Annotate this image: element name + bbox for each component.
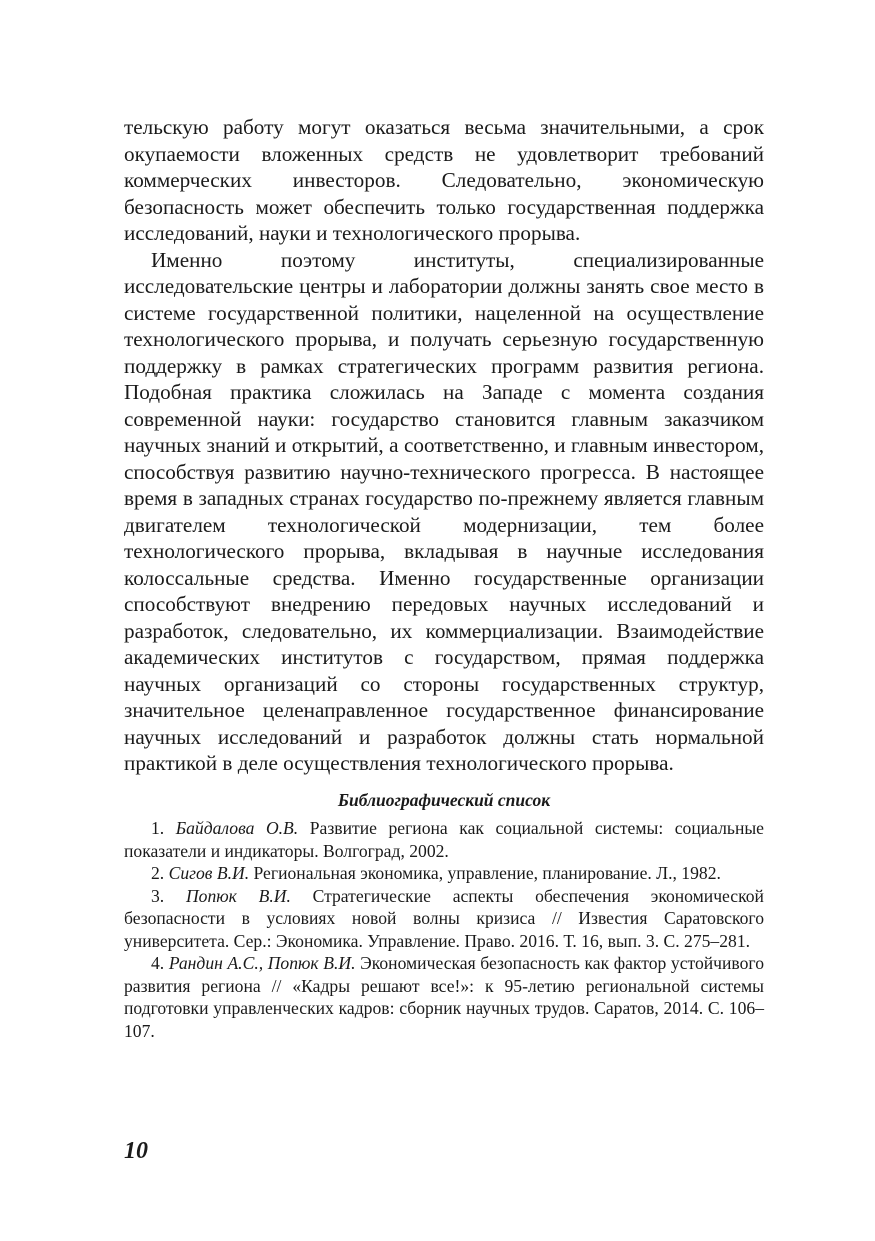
bibliography-item-authors: Рандин А.С., Попюк В.И. [168, 953, 356, 973]
bibliography-item-authors: Байдалова О.В. [175, 818, 299, 838]
body-text [124, 114, 764, 777]
bibliography-item [124, 885, 764, 953]
bibliography-item-text: Стратегические аспекты обеспечения экономической безопасности в условиях новой волны кризиса // Известия Саратовского университета. Сер.: Экономика. Управление. Право. 2016. Т. 16, вып. 3. С. 275–281. [124, 885, 764, 951]
bibliography-item-authors: Попюк В.И. [185, 885, 291, 906]
bibliography-item-text: Региональная экономика, управление, планирование. Л., 1982. [253, 863, 721, 883]
page-number: 10 [124, 1138, 148, 1164]
bibliography-item [124, 817, 764, 862]
bibliography-list [124, 817, 764, 1042]
bibliography-item-authors: Сигов В.И. [168, 863, 250, 883]
bibliography-item-number: 3. [151, 885, 165, 906]
bibliography-item-number: 2. [151, 863, 165, 883]
bibliography-item-number: 4. [151, 953, 165, 973]
bibliography-item-number: 1. [151, 818, 165, 838]
paragraph-main: Именно поэтому институты, специализированные исследовательские центры и лаборатории должны занять свое место в системе государственной политики, нацеленной на осуществление технологического прорыва, и получать серьезную государственную поддержку в рамках стратегических программ развития региона. Подобная практика сложилась на Западе с момента создания современной науки: государство становится главным заказчиком научных знаний и открытий, а соответственно, и главным инвестором, способствуя развитию научно-технического прогресса. В настоящее время в западных странах государство по-прежнему является главным двигателем технологической модернизации, тем более технологического прорыва, вкладывая в научные исследования колоссальные средства. Именно государственные организации способствуют внедрению передовых научных исследований и разработок, следовательно, их коммерциализации. Взаимодействие академических институтов с государством, прямая поддержка научных организаций со стороны государственных структур, значительное целенаправленное государственное финансирование научных исследований и разработок должны стать нормальной практикой в деле осуществления технологического прорыва. [124, 247, 764, 775]
bibliography-heading: Библиографический список [337, 790, 551, 810]
bibliography-item-text: Развитие региона как социальной системы: социальные показатели и индикаторы. Волгоград, 2002. [124, 818, 764, 861]
bibliography-item [124, 952, 764, 1042]
paragraph-continuation: тельскую работу могут оказаться весьма значительными, а срок окупаемости вложенных средств не удовлетворит требований коммерческих инвесторов. Следовательно, экономическую безопасность может обеспечить только государственная поддержка исследований, науки и технологического прорыва. [124, 115, 764, 245]
bibliography-item-text: Экономическая безопасность как фактор устойчивого развития региона // «Кадры решают все!»: к 95-летию региональной системы подготовки управленческих кадров: сборник научных трудов. Саратов, 2014. С. 106–107. [124, 953, 764, 1041]
bibliography-item [124, 862, 764, 885]
